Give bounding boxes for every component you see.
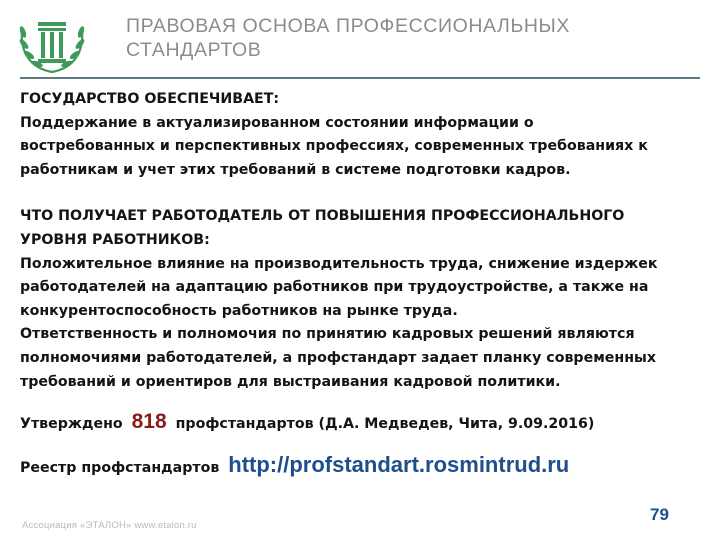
state-line: востребованных и перспективных профессиях, современных требованиях к <box>20 138 648 155</box>
title-divider <box>20 77 700 79</box>
registry-label: Реестр профстандартов <box>20 459 220 476</box>
laurel-emblem-icon <box>12 8 92 80</box>
state-line: Поддержание в актуализированном состоянии информации о <box>20 114 534 131</box>
employer-line: требований и ориентиров для выстраивания кадровой политики. <box>20 373 561 390</box>
registry-line <box>20 453 710 481</box>
footer-text: Ассоциация «ЭТАЛОН» www.etalon.ru <box>22 520 197 531</box>
spacer <box>20 394 710 410</box>
employer-line: работодателей на адаптацию работников при трудоустройстве, а также на <box>20 279 649 296</box>
employer-line: Положительное влияние на производительность труда, снижение издержек <box>20 255 658 272</box>
approved-line <box>20 410 710 437</box>
page-number: 79 <box>650 505 669 524</box>
approved-suffix: профстандартов (Д.А. Медведев, Чита, 9.09.2016) <box>175 416 595 433</box>
employer-heading-line: ЧТО ПОЛУЧАЕТ РАБОТОДАТЕЛЬ ОТ ПОВЫШЕНИЯ ПРОФЕССИОНАЛЬНОГО <box>20 208 625 225</box>
employer-line: конкурентоспособность работников на рынке труда. <box>20 302 458 319</box>
title-line-1: ПРАВОВАЯ ОСНОВА ПРОФЕССИОНАЛЬНЫХ <box>126 15 571 37</box>
state-line: работникам и учет этих требований в системе подготовки кадров. <box>20 161 571 178</box>
approved-prefix: Утверждено <box>20 416 123 433</box>
approved-count: 818 <box>131 410 167 434</box>
employer-line: полномочиями работодателей, а профстандарт задает планку современных <box>20 349 657 366</box>
spacer <box>20 182 710 205</box>
title-line-2: СТАНДАРТОВ <box>126 39 262 61</box>
employer-line: Ответственность и полномочия по принятию кадровых решений являются <box>20 326 635 343</box>
state-heading: ГОСУДАРСТВО ОБЕСПЕЧИВАЕТ: <box>20 91 280 107</box>
page-title <box>126 14 716 62</box>
employer-heading-line: УРОВНЯ РАБОТНИКОВ: <box>20 231 210 248</box>
registry-link[interactable]: http://profstandart.rosmintrud.ru <box>228 451 570 477</box>
spacer <box>20 437 710 453</box>
slide-body <box>20 88 710 480</box>
